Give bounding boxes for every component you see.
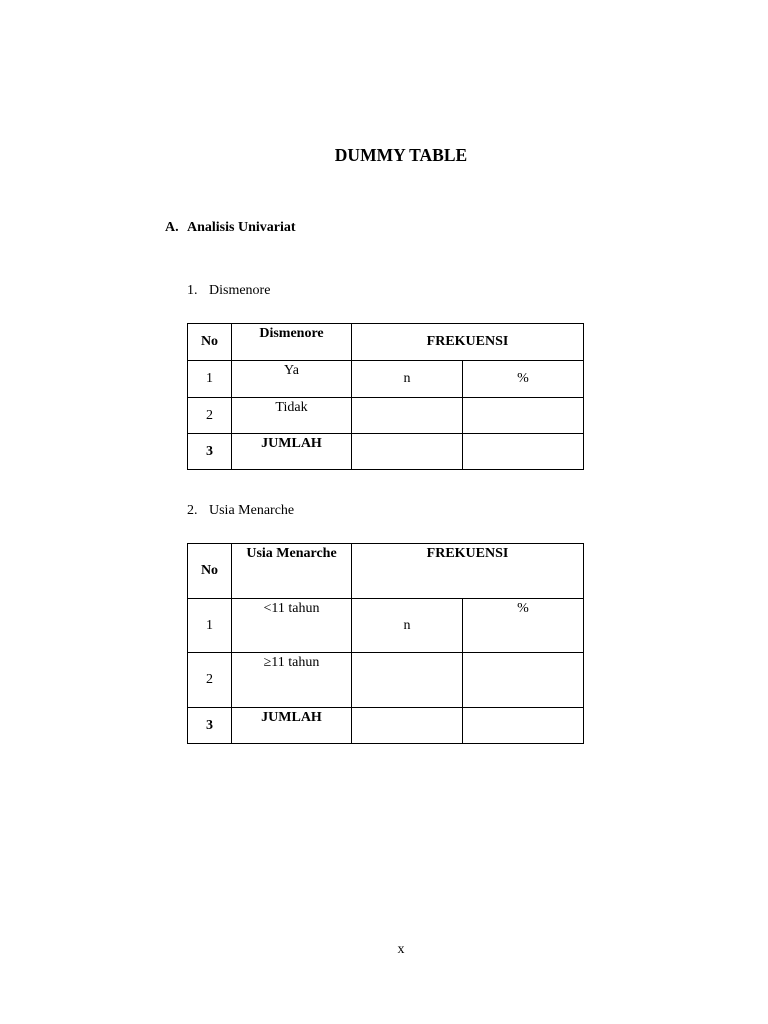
row-no: 2 (188, 398, 232, 434)
row-label: JUMLAH (232, 434, 352, 470)
row-label: ≥11 tahun (232, 653, 352, 708)
row-no: 3 (188, 708, 232, 744)
table1-number: 1. (187, 283, 198, 298)
empty-cell (352, 398, 463, 434)
row-no: 1 (188, 361, 232, 398)
header-no: No (188, 544, 232, 599)
table1-heading (187, 283, 270, 299)
header-variable: Dismenore (232, 324, 352, 361)
empty-cell (352, 434, 463, 470)
empty-cell (463, 398, 584, 434)
row-no: 1 (188, 599, 232, 653)
table-row (188, 398, 584, 434)
table-row (188, 434, 584, 470)
table-row (188, 361, 584, 398)
subheader-n: n (352, 361, 463, 398)
dismenore-table (187, 323, 584, 470)
table-row (188, 324, 584, 361)
section-heading-text: Analisis Univariat (187, 220, 296, 235)
header-frequency: FREKUENSI (352, 544, 584, 599)
page-number: x (397, 942, 405, 957)
table-row (188, 653, 584, 708)
usia-menarche-table (187, 543, 584, 744)
header-frequency: FREKUENSI (352, 324, 584, 361)
table-row (188, 599, 584, 653)
table2-number: 2. (187, 503, 198, 518)
page-title: DUMMY TABLE (334, 145, 468, 165)
empty-cell (352, 708, 463, 744)
table-row (188, 544, 584, 599)
subheader-percent: % (463, 361, 584, 398)
table-row (188, 708, 584, 744)
header-variable: Usia Menarche (232, 544, 352, 599)
empty-cell (352, 653, 463, 708)
row-no: 2 (188, 653, 232, 708)
section-letter: A. (165, 220, 179, 235)
empty-cell (463, 434, 584, 470)
subheader-n: n (352, 599, 463, 653)
row-no: 3 (188, 434, 232, 470)
table2-heading (187, 503, 294, 519)
subheader-percent: % (463, 599, 584, 653)
table2-heading-text: Usia Menarche (209, 503, 295, 518)
empty-cell (463, 653, 584, 708)
row-label: Tidak (232, 398, 352, 434)
row-label: <11 tahun (232, 599, 352, 653)
empty-cell (463, 708, 584, 744)
section-heading (165, 220, 296, 236)
row-label: JUMLAH (232, 708, 352, 744)
header-no: No (188, 324, 232, 361)
row-label: Ya (232, 361, 352, 398)
table1-heading-text: Dismenore (209, 283, 271, 298)
